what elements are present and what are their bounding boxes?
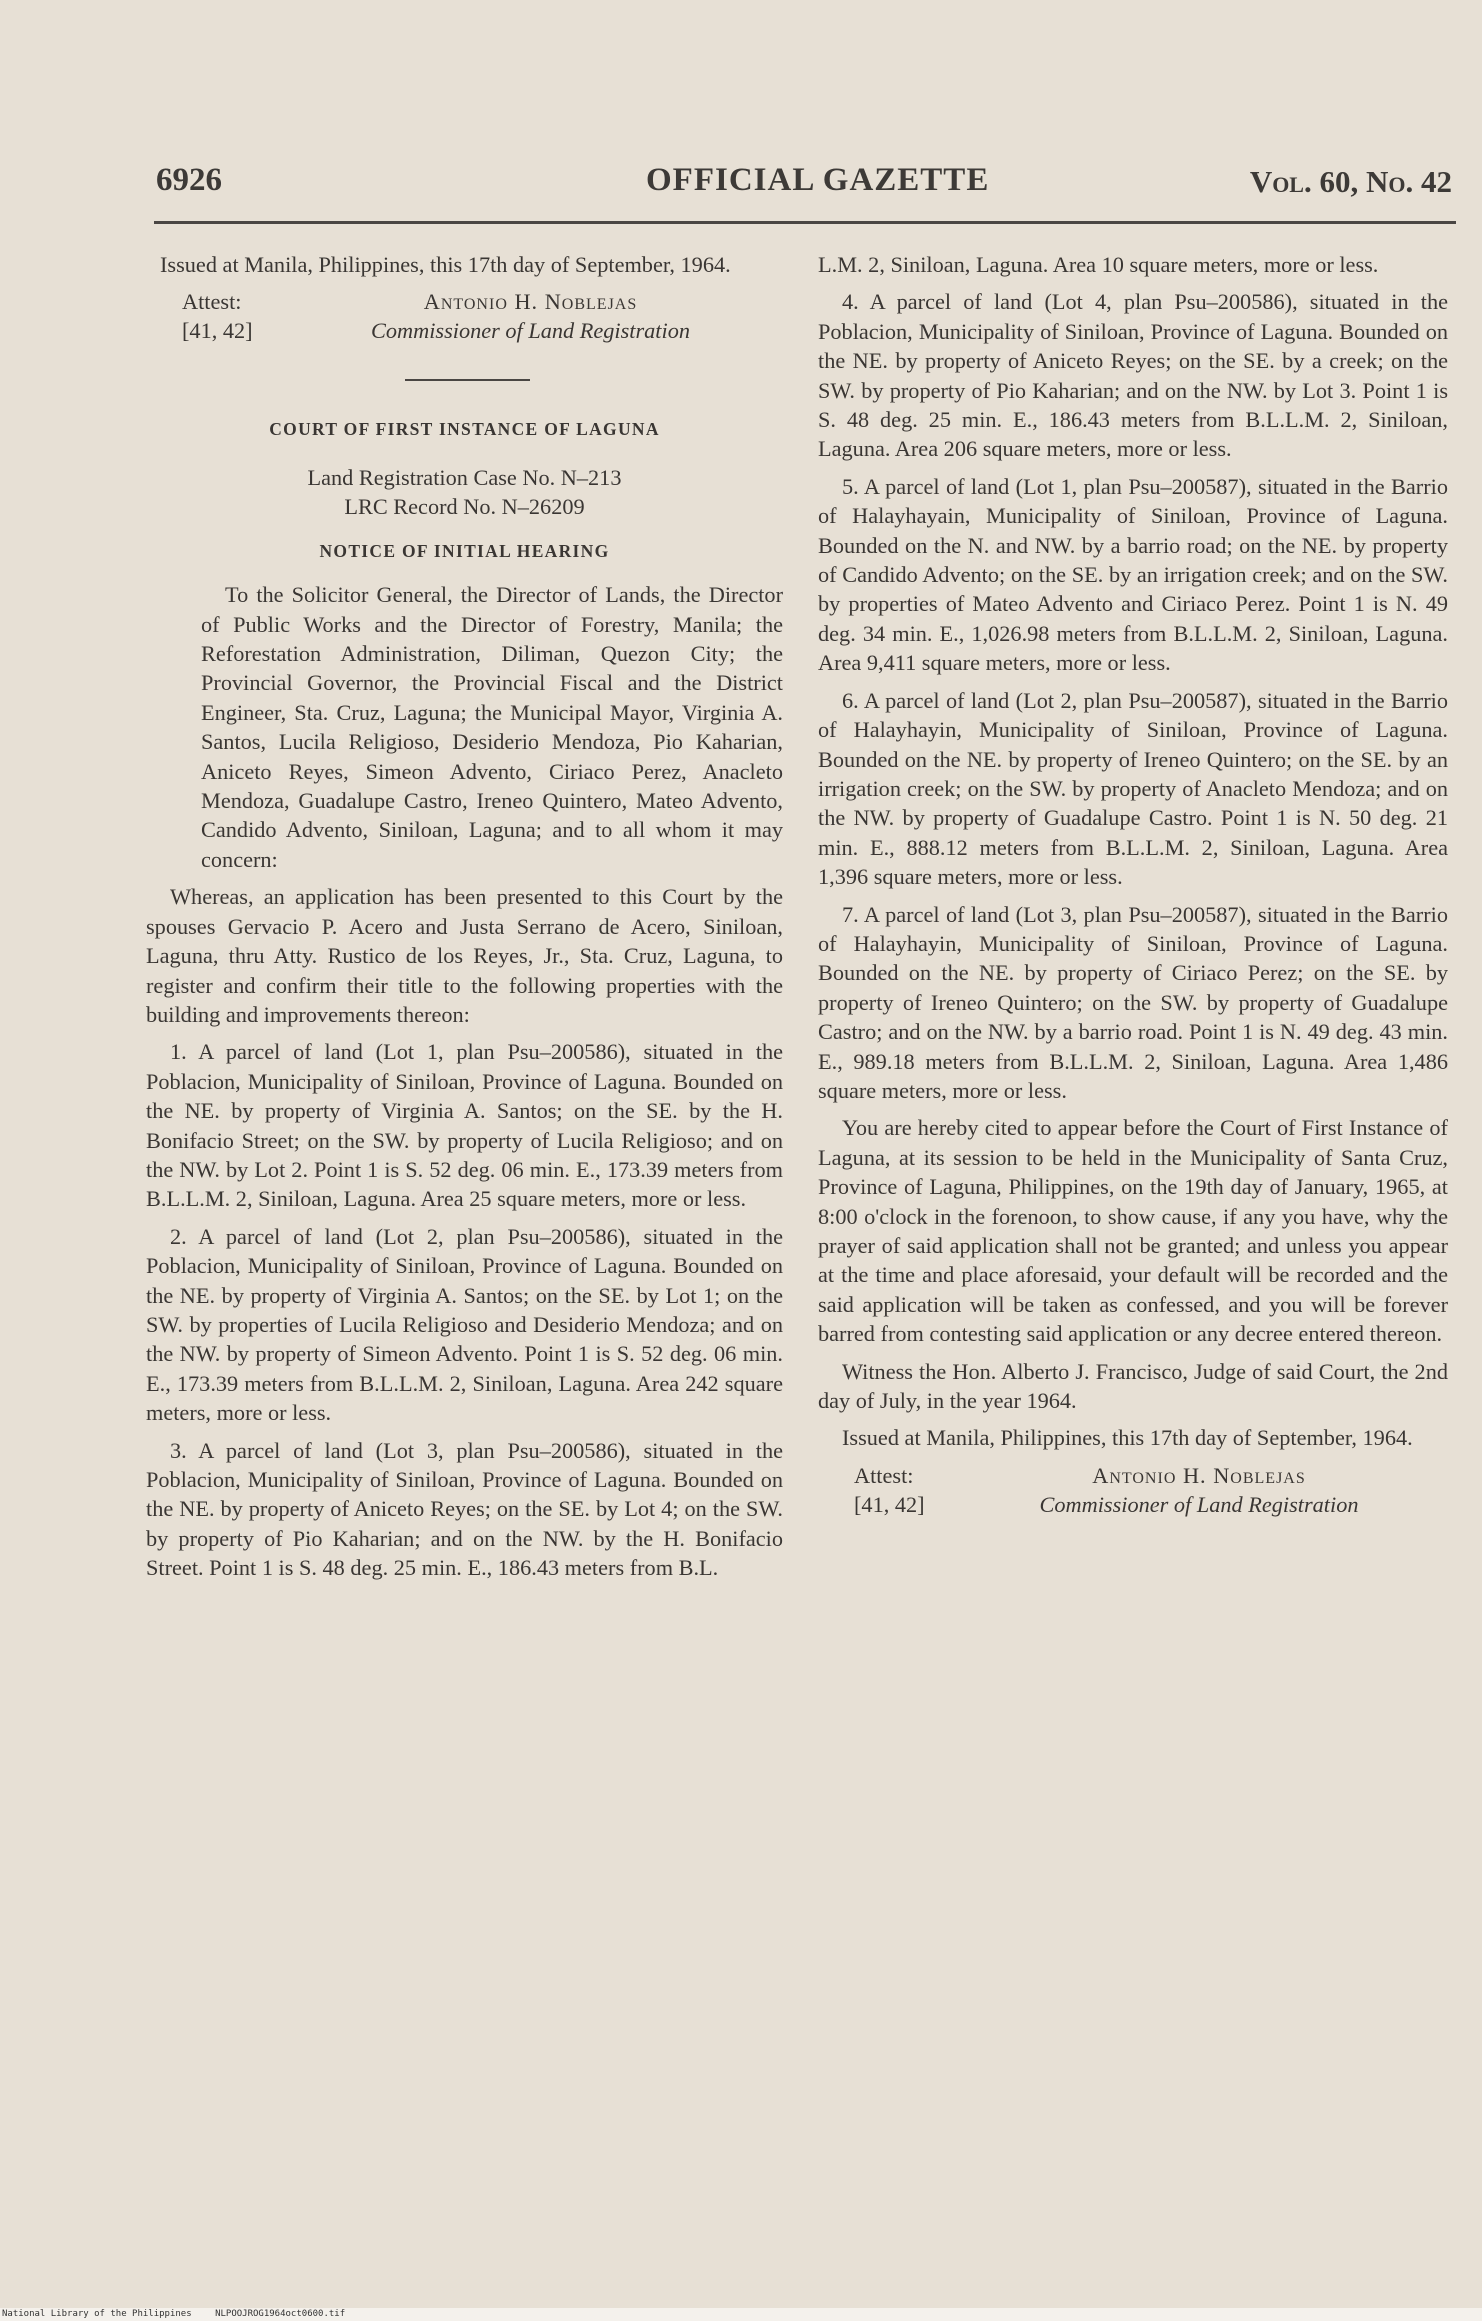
commissioner-title-bottom: Commissioner of Land Registration — [1039, 1491, 1359, 1517]
court-heading: COURT OF FIRST INSTANCE OF LAGUNA — [269, 419, 660, 440]
library-credit: National Library of the Philippines — [2, 2309, 192, 2319]
commissioner-name-bottom: Antonio H. Noblejas — [1092, 1462, 1306, 1488]
attest-block — [146, 287, 783, 345]
volume-number: Vol. 60, No. 42 — [1249, 164, 1452, 199]
issue-reference-bottom: [41, 42] — [854, 1491, 925, 1517]
section-divider — [405, 379, 530, 381]
scan-filename: NLPOOJROG1964oct0600.tif — [215, 2309, 346, 2319]
parcel-3-continued: L.M. 2, Siniloan, Laguna. Area 10 square meters, more or less. — [818, 252, 1379, 277]
whereas-paragraph: Whereas, an application has been presented to this Court by the spouses Gervacio P. Acero and Justa Serrano de Acero, Siniloan, Laguna, thru Atty. Rustico de los Reyes, Jr., Sta. Cruz, Laguna, to register and confirm their title to the following properties with the building and improvements thereon: — [146, 884, 783, 1027]
parcel-6-paragraph: 6. A parcel of land (Lot 2, plan Psu–200587), situated in the Barrio of Halayhayin, Municipality of Siniloan, Province of Laguna. Bounded on the NE. by property of Ireneo Quintero; on the SE. by an irrigation creek; on the SW. by property of Anacleto Mendoza; and on the NW. by property of Guadalupe Castro. Point 1 is N. 50 deg. 21 min. E., 888.12 meters from B.L.L.M. 2, Siniloan, Laguna. Area 1,396 square meters, more or less. — [818, 687, 1448, 890]
issued-paragraph: Issued at Manila, Philippines, this 17th day of September, 1964. — [160, 252, 731, 277]
commissioner-title: Commissioner of Land Registration — [371, 318, 690, 344]
page-number: 6926 — [156, 162, 222, 198]
parcel-2-paragraph: 2. A parcel of land (Lot 2, plan Psu–200586), situated in the Poblacion, Municipality of Siniloan, Province of Laguna. Bounded on the NE. by property of Virginia A. Santos; on the SE. by Lot 1; on the SW. by properties of Lucila Religioso and Desiderio Mendoza; and on the NW. by property of Simeon Advento. Point 1 is S. 52 deg. 06 min. E., 173.39 meters from B.L.L.M. 2, Siniloan, Laguna. Area 242 square meters, more or less. — [146, 1223, 783, 1426]
right-column — [818, 250, 1448, 1519]
attest-block-bottom — [818, 1461, 1448, 1519]
scan-footer — [0, 2308, 1482, 2321]
parcel-5-paragraph: 5. A parcel of land (Lot 1, plan Psu–200587), situated in the Barrio of Halayhayain, Municipality of Siniloan, Province of Laguna. Bounded on the N. and NW. by a barrio road; on the NE. by property of Candido Advento; on the SE. by an irrigation creek; and on the SW. by properties of Mateo Advento and Ciriaco Perez. Point 1 is N. 49 deg. 34 min. E., 1,026.98 meters from B.L.L.M. 2, Siniloan, Laguna. Area 9,411 square meters, more or less. — [818, 473, 1448, 676]
attest-label-bottom: Attest: — [854, 1462, 914, 1488]
issue-reference: [41, 42] — [182, 318, 253, 344]
commissioner-name: Antonio H. Noblejas — [423, 289, 638, 315]
case-number: Land Registration Case No. N–213 — [307, 464, 622, 490]
publication-title: OFFICIAL GAZETTE — [646, 162, 990, 198]
parcel-4-paragraph: 4. A parcel of land (Lot 4, plan Psu–200586), situated in the Poblacion, Municipality of Siniloan, Province of Laguna. Bounded on the NE. by property of Aniceto Reyes; on the SE. by a creek; on the SW. by property of Pio Kaharian; and on the NW. by Lot 3. Point 1 is S. 48 deg. 25 min. E., 186.43 meters from B.L.L.M. 2, Siniloan, Laguna. Area 206 square meters, more or less. — [818, 289, 1448, 462]
address-paragraph: To the Solicitor General, the Director of Lands, the Director of Public Works and the Director of Forestry, Manila; the Reforestation Administration, Diliman, Quezon City; the Provincial Governor, the Provincial Fiscal and the District Engineer, Sta. Cruz, Laguna; the Municipal Mayor, Virginia A. Santos, Lucila Religioso, Desiderio Mendoza, Pio Kaharian, Aniceto Reyes, Simeon Advento, Ciriaco Perez, Anacleto Mendoza, Guadalupe Castro, Ireneo Quintero, Mateo Advento, Candido Advento, Siniloan, Laguna; and to all whom it may concern: — [201, 582, 783, 872]
case-heading — [146, 463, 783, 521]
parcel-7-paragraph: 7. A parcel of land (Lot 3, plan Psu–200587), situated in the Barrio of Halayhayin, Municipality of Siniloan, Province of Laguna. Bounded on the NE. by property of Ciriaco Perez; on the SE. by property of Ireneo Quintero; on the SW. by property of Guadalupe Castro; and on the NW. by a barrio road. Point 1 is N. 49 deg. 43 min. E., 989.18 meters from B.L.L.M. 2, Siniloan, Laguna. Area 1,486 square meters, more or less. — [818, 901, 1448, 1103]
record-number: LRC Record No. N–26209 — [344, 493, 585, 519]
parcel-1-paragraph: 1. A parcel of land (Lot 1, plan Psu–200586), situated in the Poblacion, Municipality of Siniloan, Province of Laguna. Bounded on the NE. by property of Virginia A. Santos; on the SE. by the H. Bonifacio Street; on the SW. by property of Lucila Religioso; and on the NW. by Lot 2. Point 1 is S. 52 deg. 06 min. E., 173.39 meters from B.L.L.M. 2, Siniloan, Laguna. Area 25 square meters, more or less. — [146, 1039, 783, 1212]
header-rule — [154, 221, 1456, 224]
issued-paragraph-bottom: Issued at Manila, Philippines, this 17th day of September, 1964. — [842, 1425, 1413, 1451]
page-header — [156, 162, 1456, 212]
parcel-3-paragraph: 3. A parcel of land (Lot 3, plan Psu–200586), situated in the Poblacion, Municipality of Siniloan, Province of Laguna. Bounded on the NE. by property of Aniceto Reyes; on the SE. by Lot 4; on the SW. by property of Pio Kaharian; and on the NW. by the H. Bonifacio Street. Point 1 is S. 48 deg. 25 min. E., 186.43 meters from B.L. — [146, 1437, 783, 1581]
attest-label: Attest: — [182, 289, 242, 315]
citation-paragraph: You are hereby cited to appear before the Court of First Instance of Laguna, at its session to be held in the Municipality of Santa Cruz, Province of Laguna, Philippines, on the 19th day of January, 1965, at 8:00 o'clock in the forenoon, to show cause, if any you have, why the prayer of said application shall not be granted; and unless you appear at the time and place aforesaid, your default will be recorded and the said application will be taken as confessed, and you will be forever barred from contesting said application or any decree entered thereon. — [818, 1115, 1448, 1347]
notice-heading: NOTICE OF INITIAL HEARING — [319, 540, 610, 561]
left-column — [146, 250, 783, 1591]
witness-paragraph: Witness the Hon. Alberto J. Francisco, Judge of said Court, the 2nd day of July, in the year 1964. — [818, 1358, 1448, 1414]
